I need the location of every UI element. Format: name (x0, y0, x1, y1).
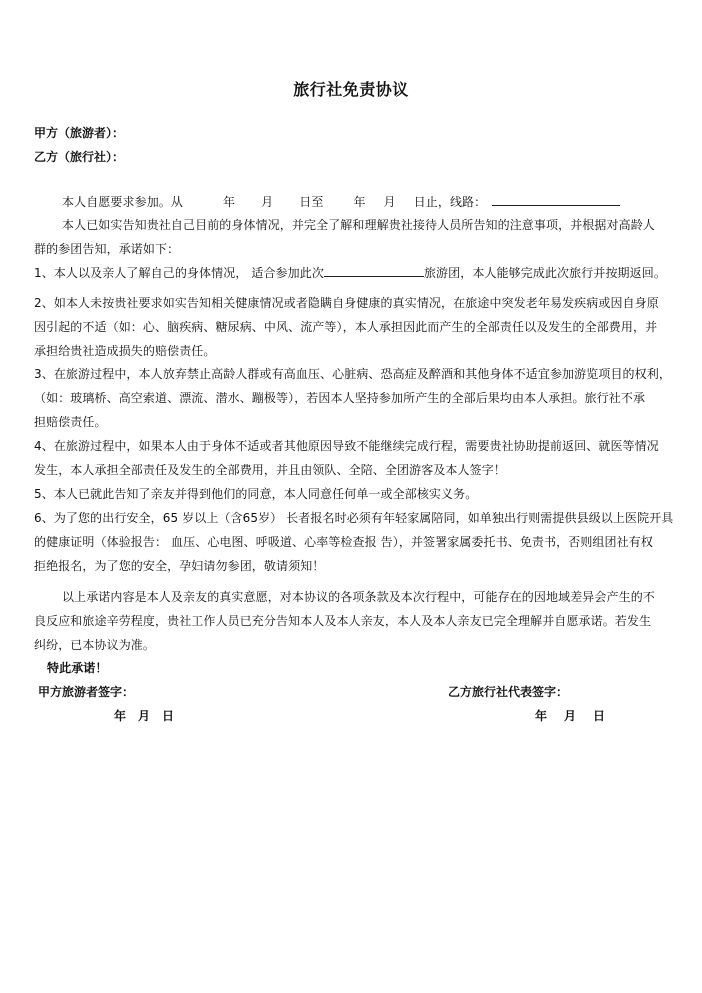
intro-prefix: 本人自愿要求参加。从 (62, 195, 184, 209)
item-1 (34, 264, 666, 281)
party-a-year: 年 (114, 709, 127, 723)
party-a-month: 月 (138, 709, 151, 723)
item-6-line1: 6、为了您的出行安全，65 岁以上（含65岁） 长者报名时必须有年轻家属陪同，如单独出行则需提供县级以上医院开具 (34, 511, 674, 525)
party-a-signature-label: 甲方旅游者签字： (38, 685, 135, 699)
party-b-day: 日 (593, 709, 606, 723)
item-1-prefix: 1、本人以及亲人了解自己的身体情况， 适合参加此次 (34, 266, 324, 280)
date-day-to: 日至 (299, 195, 324, 209)
item-6-line3: 拒绝报名，为了您的安全，孕妇请勿参团，敬请须知！ (34, 559, 325, 573)
pledge-text: 特此承诺！ (47, 661, 108, 675)
item-1-suffix: 旅游团，本人能够完成此次旅行并按期返回。 (423, 266, 666, 280)
party-a-label: 甲方（旅游者）： (34, 126, 125, 140)
item-3-line3: 担赔偿责任。 (34, 415, 107, 429)
item-6-line2: 的健康证明（体验报告： 血压、心电图、呼吸道、心率等检查报 告），并签署家属委托书、免责书，否则组团社有权 (34, 535, 653, 549)
item-5-line1: 5、本人已就此告知了亲友并得到他们的同意，本人同意任何单一或全部核实义务。 (34, 487, 478, 501)
party-b-sign-date (535, 707, 605, 724)
item-3-line2: （如：玻璃桥、高空索道、漂流、潜水、蹦极等），若因本人坚持参加所产生的全部后果均由本人承担。旅行社不承 (34, 391, 646, 405)
party-b-label: 乙方（旅行社）： (34, 150, 125, 164)
intro-p2-line2: 群的参团告知，承诺如下： (34, 242, 180, 256)
date-day-end: 日止，线路： (413, 195, 487, 209)
closing-line1: 以上承诺内容是本人及亲友的真实意愿，对本协议的各项条款及本次行程中，可能存在的因地域差异会产生的不 (62, 590, 655, 604)
date-month-to: 月 (383, 195, 396, 209)
item-2-line3: 承担给贵社造成损失的赔偿责任。 (34, 344, 216, 358)
party-a-sign-date (114, 707, 174, 724)
tour-name-blank[interactable] (324, 266, 424, 277)
closing-line2: 良反应和旅途辛劳程度，贵社工作人员已充分告知本人及本人亲友，本人及本人亲友已完全理解并自愿承诺。若发生 (34, 614, 652, 628)
party-b-signature-label: 乙方旅行社代表签字： (448, 685, 569, 699)
item-3-line1: 3、在旅游过程中，本人放弃禁止高龄人群或有高血压、心脏病、恐高症及醉酒和其他身体不适宜参加游览项目的权利， (34, 367, 671, 381)
date-year-to: 年 (353, 195, 366, 209)
date-year-from: 年 (223, 195, 236, 209)
intro-p2-line1: 本人已如实告知贵社自己目前的身体情况，并完全了解和理解贵社接待人员所告知的注意事项，并根据对高龄人 (62, 218, 655, 232)
date-month-from: 月 (261, 195, 274, 209)
intro-trip-dates (62, 193, 620, 210)
item-4-line1: 4、在旅游过程中，如果本人由于身体不适或者其他原因导致不能继续完成行程，需要贵社协助提前返回、就医等情况 (34, 439, 659, 453)
closing-line3: 纠纷，已本协议为准。 (34, 638, 156, 652)
document-title: 旅行社免责协议 (293, 80, 409, 99)
item-2-line2: 因引起的不适（如：心、脑疾病、糖尿病、中风、流产等），本人承担因此而产生的全部责任以及发生的全部费用，并 (34, 320, 658, 334)
item-4-line2: 发生，本人承担全部责任及发生的全部费用，并且由领队、全陪、全团游客及本人签字！ (34, 463, 506, 477)
party-b-year: 年 (535, 709, 548, 723)
item-2-line1: 2、如本人未按贵社要求如实告知相关健康情况或者隐瞒自身健康的真实情况，在旅途中突发老年易发疾病或因自身原 (34, 296, 659, 310)
party-a-day: 日 (162, 709, 175, 723)
party-b-month: 月 (564, 709, 577, 723)
route-blank[interactable] (492, 195, 620, 206)
